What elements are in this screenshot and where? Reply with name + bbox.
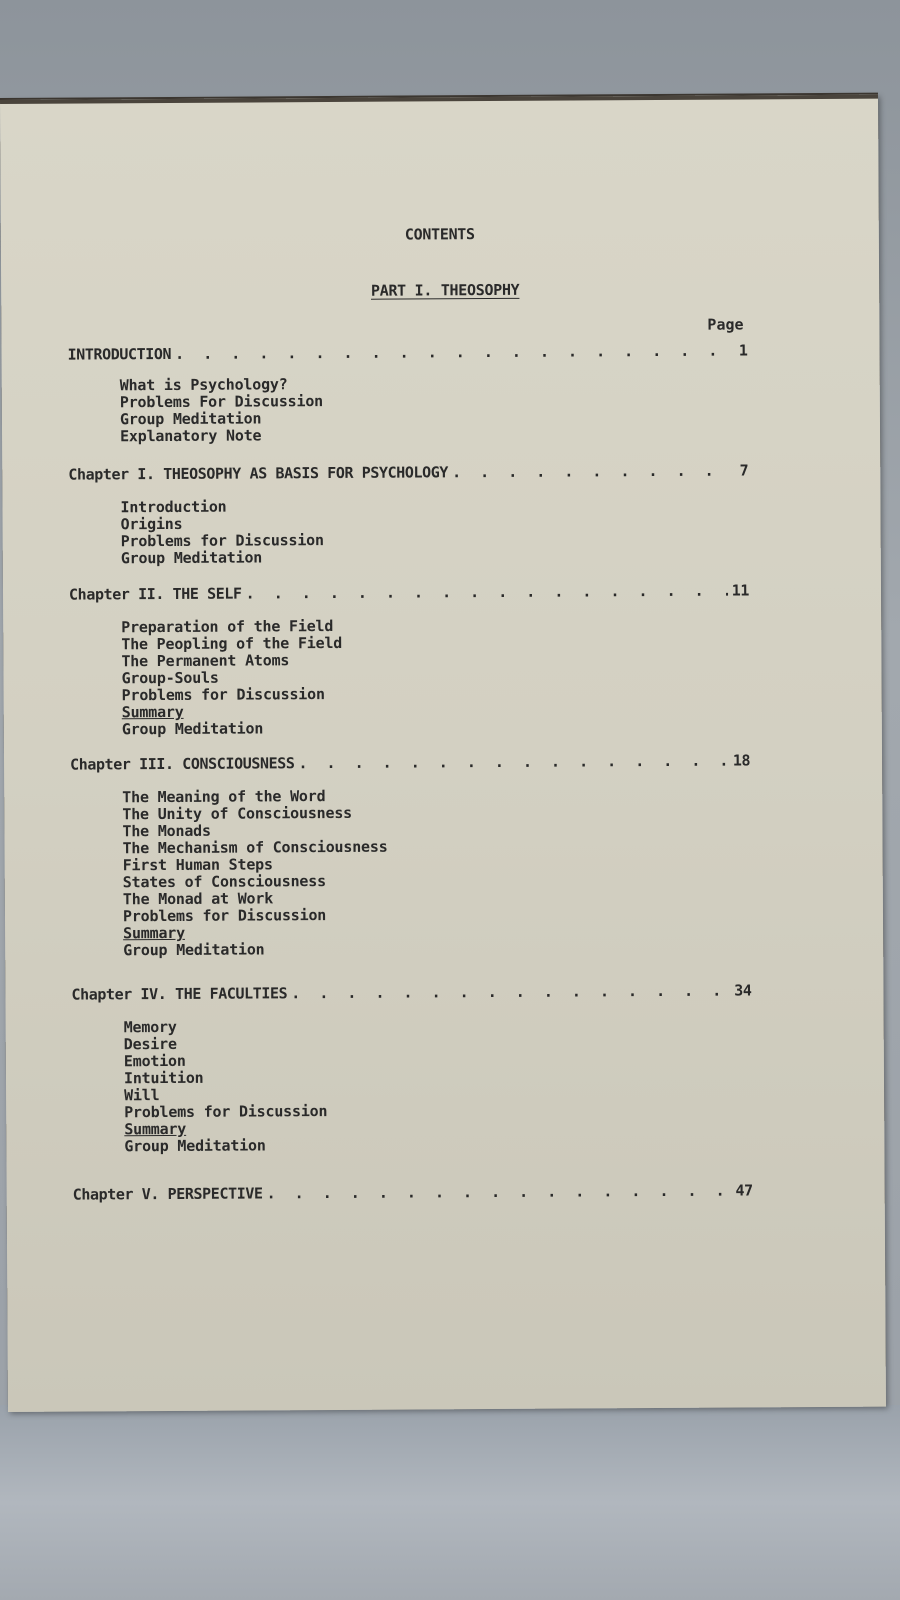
document-page xyxy=(0,95,886,1412)
toc-entry-label: Chapter IV. THE FACULTIES xyxy=(71,984,288,1004)
part-title: PART I. THEOSOPHY xyxy=(370,280,520,300)
list-item: Group-Souls xyxy=(121,668,219,688)
toc-entry-chapter-4 xyxy=(71,981,751,1003)
list-item: What is Psychology? xyxy=(119,375,288,395)
list-item: Preparation of the Field xyxy=(121,616,334,637)
toc-entry-page: 18 xyxy=(732,751,751,770)
list-item: Problems for Discussion xyxy=(121,685,325,705)
toc-entry-chapter-5 xyxy=(73,1181,753,1203)
list-item: Group Meditation xyxy=(124,1136,266,1156)
toc-entry-introduction xyxy=(68,341,748,363)
toc-entry-label: Chapter I. THEOSOPHY AS BASIS FOR PSYCHOLOGY xyxy=(68,463,449,484)
toc-subitems-chapter-2 xyxy=(121,618,343,738)
toc-subitems-introduction xyxy=(120,376,324,445)
table-surface xyxy=(0,1405,900,1600)
leader-dots xyxy=(246,582,728,603)
list-item: The Mechanism of Consciousness xyxy=(122,837,388,858)
list-item: Group Meditation xyxy=(120,548,263,568)
list-item: Memory xyxy=(123,1017,177,1037)
list-item: Will xyxy=(124,1086,160,1105)
list-item: Explanatory Note xyxy=(120,426,262,446)
list-item: The Permanent Atoms xyxy=(121,651,290,671)
list-item: First Human Steps xyxy=(122,855,273,875)
list-item: Problems for Discussion xyxy=(124,1102,328,1122)
list-item: Group Meditation xyxy=(121,719,264,739)
list-item: States of Consciousness xyxy=(122,872,326,892)
list-item: Summary xyxy=(121,702,184,722)
toc-entry-page: 47 xyxy=(735,1181,753,1200)
page-title: CONTENTS xyxy=(404,225,475,244)
toc-subitems-chapter-4 xyxy=(124,1018,328,1155)
leader-dots xyxy=(452,462,736,482)
list-item: Introduction xyxy=(120,497,227,517)
leader-dots xyxy=(298,752,728,773)
list-item: The Monads xyxy=(122,821,211,841)
leader-dots xyxy=(291,982,730,1003)
list-item: Problems for Discussion xyxy=(120,531,324,551)
list-item: Problems For Discussion xyxy=(119,392,324,412)
toc-entry-label: Chapter II. THE SELF xyxy=(68,584,242,604)
list-item: The Peopling of the Field xyxy=(121,633,343,654)
toc-entry-page: 1 xyxy=(738,341,748,360)
page-top-edge xyxy=(0,95,878,104)
list-item: Emotion xyxy=(123,1051,186,1071)
toc-entry-page: 7 xyxy=(739,461,749,480)
leader-dots xyxy=(175,342,735,363)
list-item: Summary xyxy=(123,923,185,943)
toc-entry-chapter-1 xyxy=(68,461,748,483)
toc-entry-label: Chapter III. CONSCIOUSNESS xyxy=(70,754,295,774)
toc-subitems-chapter-3 xyxy=(122,788,388,960)
toc-entry-page: 34 xyxy=(734,981,752,1000)
list-item: The Monad at Work xyxy=(122,889,274,909)
toc-entry-chapter-2 xyxy=(69,581,749,603)
list-item: Group Meditation xyxy=(123,940,265,960)
leader-dots xyxy=(267,1182,732,1203)
toc-entry-chapter-3 xyxy=(70,751,750,773)
list-item: Desire xyxy=(123,1034,177,1054)
toc-subitems-chapter-1 xyxy=(120,498,324,567)
list-item: Intuition xyxy=(123,1068,204,1088)
toc-entry-label: INTRODUCTION xyxy=(67,344,172,364)
list-item: Problems for Discussion xyxy=(122,906,327,926)
list-item: The Meaning of the Word xyxy=(122,787,326,807)
toc-entry-page: 11 xyxy=(731,581,750,600)
toc-entry-label: Chapter V. PERSPECTIVE xyxy=(72,1184,263,1204)
list-item: Group Meditation xyxy=(119,409,262,429)
list-item: Origins xyxy=(120,514,183,534)
list-item: The Unity of Consciousness xyxy=(122,803,353,824)
page-column-label: Page xyxy=(707,315,744,334)
list-item: Summary xyxy=(124,1119,187,1139)
